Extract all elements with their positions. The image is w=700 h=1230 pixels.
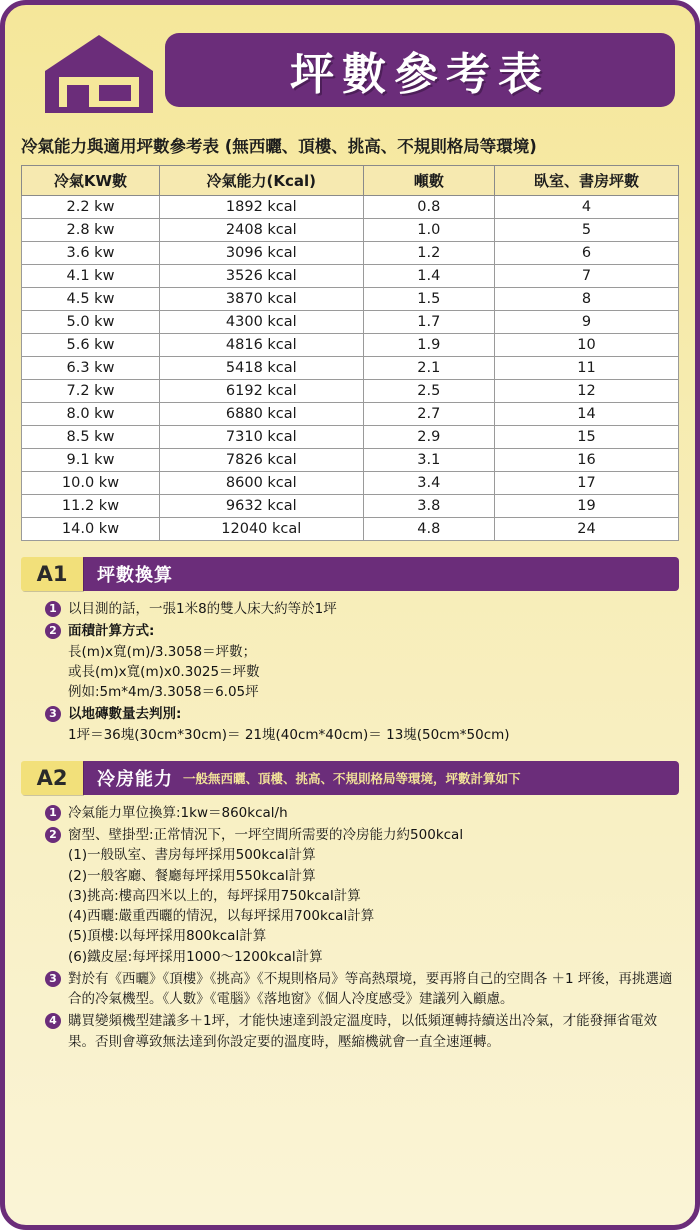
item-line: (2)一般客廳、餐廳每坪採用550kcal計算 — [68, 867, 316, 884]
cell-kw: 2.2 kw — [22, 196, 160, 219]
cell-kcal: 4300 kcal — [159, 311, 363, 334]
item-line: (6)鐵皮屋:每坪採用1000～1200kcal計算 — [68, 948, 323, 965]
cell-kcal: 1892 kcal — [159, 196, 363, 219]
cell-kcal: 9632 kcal — [159, 495, 363, 518]
table-row — [22, 495, 679, 518]
cell-ping: 5 — [495, 219, 679, 242]
cell-kw: 7.2 kw — [22, 380, 160, 403]
table-row — [22, 518, 679, 541]
item-line: (3)挑高:樓高四米以上的，每坪採用750kcal計算 — [68, 887, 361, 904]
item-number: 1 — [45, 601, 61, 617]
cell-ton: 2.9 — [363, 426, 494, 449]
cell-kw: 4.5 kw — [22, 288, 160, 311]
list-item — [45, 621, 679, 702]
cell-kcal: 3096 kcal — [159, 242, 363, 265]
cell-kw: 5.6 kw — [22, 334, 160, 357]
item-text: 冷氣能力單位換算:1kw＝860kcal/h — [68, 804, 288, 821]
cell-kw: 11.2 kw — [22, 495, 160, 518]
table-row — [22, 403, 679, 426]
cell-ton: 3.4 — [363, 472, 494, 495]
subtitle: 冷氣能力與適用坪數參考表 (無西曬、頂樓、挑高、不規則格局等環境) — [21, 137, 537, 156]
table-row — [22, 472, 679, 495]
cell-kw: 6.3 kw — [22, 357, 160, 380]
table-row — [22, 265, 679, 288]
item-line: 或長(m)x寬(m)x0.3025＝坪數 — [68, 663, 260, 680]
table-row — [22, 426, 679, 449]
cell-kw: 8.5 kw — [22, 426, 160, 449]
cell-ping: 6 — [495, 242, 679, 265]
list-item — [45, 969, 679, 1010]
section-a2-bar — [83, 761, 679, 795]
section-a1-header — [21, 557, 679, 591]
column-header-kcal: 冷氣能力(Kcal) — [159, 166, 363, 196]
table-row — [22, 242, 679, 265]
column-header-ping: 臥室、書房坪數 — [495, 166, 679, 196]
list-item — [45, 1011, 679, 1052]
cell-kw: 5.0 kw — [22, 311, 160, 334]
item-number: 2 — [45, 623, 61, 639]
cell-ton: 2.1 — [363, 357, 494, 380]
section-a2-note: 一般無西曬、頂樓、挑高、不規則格局等環境，坪數計算如下 — [183, 770, 521, 786]
spec-table — [21, 165, 679, 541]
item-text: 購買變頻機型建議多＋1坪，才能快速達到設定溫度時，以低頻運轉持續送出冷氣，才能發揮省電效果。否則會導致無法達到你設定要的溫度時，壓縮機就會一直全速運轉。 — [68, 1013, 658, 1050]
section-a2-header — [21, 761, 679, 795]
cell-kcal: 7310 kcal — [159, 426, 363, 449]
cell-ping: 24 — [495, 518, 679, 541]
cell-ping: 8 — [495, 288, 679, 311]
section-a1-bar — [83, 557, 679, 591]
cell-kw: 3.6 kw — [22, 242, 160, 265]
cell-kcal: 5418 kcal — [159, 357, 363, 380]
table-row — [22, 196, 679, 219]
table-row — [22, 219, 679, 242]
cell-ping: 7 — [495, 265, 679, 288]
section-a1-body — [45, 599, 679, 745]
cell-kw: 2.8 kw — [22, 219, 160, 242]
item-title: 以地磚數量去判別: — [68, 706, 182, 723]
table-row — [22, 311, 679, 334]
cell-ton: 0.8 — [363, 196, 494, 219]
cell-kw: 9.1 kw — [22, 449, 160, 472]
list-item — [45, 599, 679, 619]
cell-kw: 14.0 kw — [22, 518, 160, 541]
section-a2-title: 冷房能力 — [97, 768, 173, 790]
cell-ton: 1.4 — [363, 265, 494, 288]
cell-ton: 1.7 — [363, 311, 494, 334]
cell-kcal: 6880 kcal — [159, 403, 363, 426]
cell-ton: 2.5 — [363, 380, 494, 403]
house-icon — [37, 31, 167, 117]
table-row — [22, 288, 679, 311]
section-a1-tag: A1 — [21, 557, 83, 591]
cell-ping: 12 — [495, 380, 679, 403]
cell-ping: 11 — [495, 357, 679, 380]
cell-kcal: 6192 kcal — [159, 380, 363, 403]
cell-ping: 9 — [495, 311, 679, 334]
cell-kcal: 2408 kcal — [159, 219, 363, 242]
item-line: 例如:5m*4m/3.3058＝6.05坪 — [68, 684, 259, 700]
cell-ping: 15 — [495, 426, 679, 449]
cell-ton: 1.5 — [363, 288, 494, 311]
item-line: (4)西曬:嚴重西曬的情況，以每坪採用700kcal計算 — [68, 908, 375, 924]
cell-ping: 14 — [495, 403, 679, 426]
cell-kw: 8.0 kw — [22, 403, 160, 426]
item-number: 2 — [45, 827, 61, 843]
cell-kcal: 8600 kcal — [159, 472, 363, 495]
cell-ton: 2.7 — [363, 403, 494, 426]
cell-ping: 4 — [495, 196, 679, 219]
item-text: 對於有《西曬》《頂樓》《挑高》《不規則格局》等高熱環境，要再將自己的空間各 ＋1 坪後，再挑選適合的冷氣機型。《人數》《電腦》《落地窗》《個人冷度感受》建議列入顧慮。 — [68, 970, 673, 1007]
item-line: 長(m)x寬(m)/3.3058＝坪數； — [68, 643, 257, 660]
table-header-row — [22, 166, 679, 196]
table-row — [22, 334, 679, 357]
column-header-ton: 噸數 — [363, 166, 494, 196]
item-text: 窗型、壁掛型:正常情況下，一坪空間所需要的冷房能力約500kcal — [68, 827, 464, 843]
item-line: (5)頂樓:以每坪採用800kcal計算 — [68, 928, 267, 945]
cell-kcal: 4816 kcal — [159, 334, 363, 357]
item-text: 以目測的話，一張1米8的雙人床大約等於1坪 — [68, 601, 337, 617]
table-row — [22, 449, 679, 472]
section-a2-tag: A2 — [21, 761, 83, 795]
cell-ping: 10 — [495, 334, 679, 357]
section-a2-body — [45, 803, 679, 1052]
cell-ton: 1.0 — [363, 219, 494, 242]
list-item — [45, 704, 679, 745]
table-row — [22, 357, 679, 380]
item-number: 3 — [45, 706, 61, 722]
cell-kcal: 7826 kcal — [159, 449, 363, 472]
page-title: 坪數參考表 — [290, 49, 550, 100]
cell-ton: 1.9 — [363, 334, 494, 357]
header — [15, 13, 685, 131]
cell-ton: 3.8 — [363, 495, 494, 518]
spec-table-wrap — [21, 165, 679, 541]
table-row — [22, 380, 679, 403]
cell-ton: 1.2 — [363, 242, 494, 265]
cell-kcal: 3870 kcal — [159, 288, 363, 311]
cell-ton: 4.8 — [363, 518, 494, 541]
cell-kw: 10.0 kw — [22, 472, 160, 495]
title-banner — [165, 33, 675, 107]
section-a1-title: 坪數換算 — [97, 565, 173, 586]
item-title: 面積計算方式: — [68, 623, 155, 640]
item-line: (1)一般臥室、書房每坪採用500kcal計算 — [68, 847, 316, 864]
item-number: 3 — [45, 971, 61, 987]
cell-ton: 3.1 — [363, 449, 494, 472]
cell-kcal: 12040 kcal — [159, 518, 363, 541]
cell-kcal: 3526 kcal — [159, 265, 363, 288]
item-line: 1坪＝36塊(30cm*30cm)＝ 21塊(40cm*40cm)＝ 13塊(50cm*50cm) — [68, 726, 510, 743]
list-item — [45, 825, 679, 967]
section-a2 — [21, 761, 679, 1052]
list-item — [45, 803, 679, 823]
item-number: 1 — [45, 805, 61, 821]
item-number: 4 — [45, 1013, 61, 1029]
cell-ping: 16 — [495, 449, 679, 472]
cell-kw: 4.1 kw — [22, 265, 160, 288]
cell-ping: 17 — [495, 472, 679, 495]
section-a1 — [21, 557, 679, 745]
column-header-kw: 冷氣KW數 — [22, 166, 160, 196]
cell-ping: 19 — [495, 495, 679, 518]
